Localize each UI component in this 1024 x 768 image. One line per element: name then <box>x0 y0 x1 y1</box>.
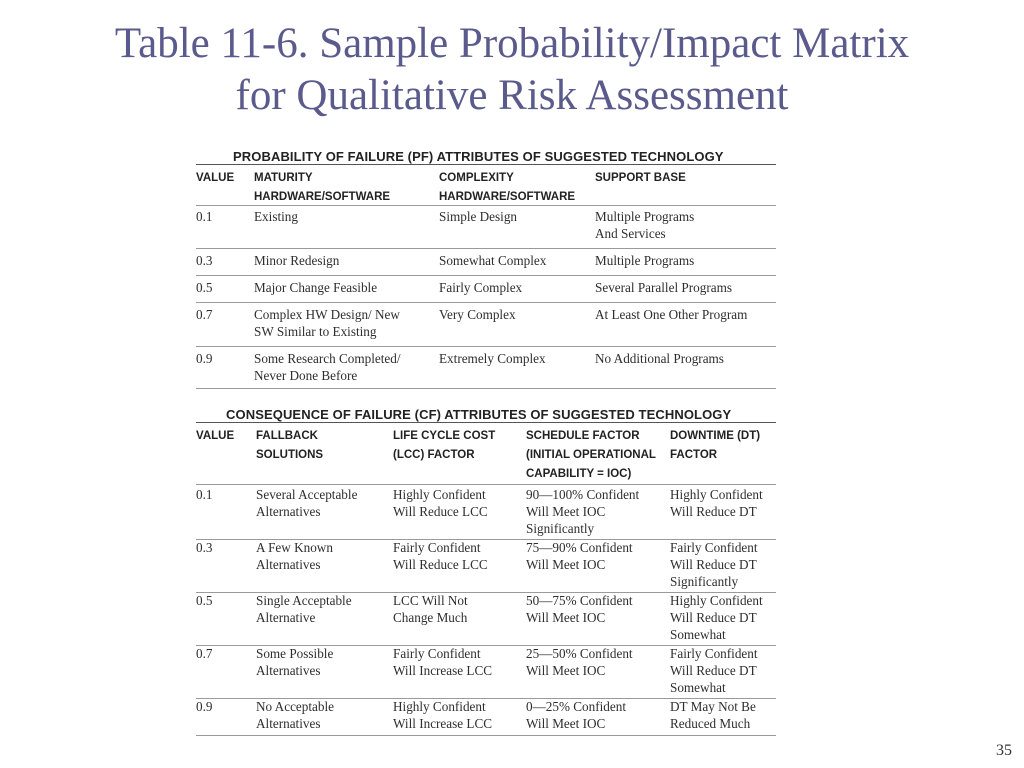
cell-fallback-line-2: Alternatives <box>256 716 321 731</box>
divider <box>196 484 776 485</box>
cell-lcc: LCC Will Not <box>393 593 468 608</box>
cell-fallback: Several Acceptable <box>256 487 358 502</box>
cell-support: At Least One Other Program <box>595 307 748 322</box>
cell-maturity: Complex HW Design/ New <box>254 307 400 322</box>
cell-support: No Additional Programs <box>595 351 724 366</box>
cell-support: Several Parallel Programs <box>595 280 732 295</box>
header-value: VALUE <box>196 172 235 184</box>
divider <box>196 735 776 736</box>
cell-complexity: Simple Design <box>439 209 518 224</box>
cell-schedule-line-2: Will Meet IOC <box>526 504 606 519</box>
probability-table-heading: PROBABILITY OF FAILURE (PF) ATTRIBUTES OF SUGGESTED TECHNOLOGY <box>233 149 724 164</box>
header-downtime-sub: FACTOR <box>670 449 718 461</box>
cell-schedule-line-2: Will Meet IOC <box>526 610 606 625</box>
cell-value: 0.5 <box>196 280 213 295</box>
cell-value: 0.7 <box>196 646 213 661</box>
cell-downtime-line-2: Reduced Much <box>670 716 751 731</box>
cell-fallback-line-2: Alternatives <box>256 663 321 678</box>
cell-maturity: Major Change Feasible <box>254 280 378 295</box>
cell-downtime: Fairly Confident <box>670 646 758 661</box>
cell-value: 0.5 <box>196 593 213 608</box>
header-fallback: FALLBACK <box>256 430 318 442</box>
cell-downtime-line-3: Somewhat <box>670 627 726 642</box>
cell-value: 0.3 <box>196 253 213 268</box>
cell-lcc-line-2: Will Increase LCC <box>393 663 493 678</box>
header-lcc-sub: (LCC) FACTOR <box>393 449 475 461</box>
cell-fallback-line-2: Alternatives <box>256 557 321 572</box>
cell-downtime-line-2: Will Reduce DT <box>670 504 757 519</box>
cell-complexity: Somewhat Complex <box>439 253 547 268</box>
consequence-table-heading: CONSEQUENCE OF FAILURE (CF) ATTRIBUTES OF SUGGESTED TECHNOLOGY <box>226 407 732 422</box>
slide-title-line-1: Table 11-6. Sample Probability/Impact Matrix <box>114 20 910 67</box>
divider <box>196 422 776 423</box>
header-maturity-sub: HARDWARE/SOFTWARE <box>254 191 391 203</box>
divider <box>196 302 776 303</box>
divider <box>196 275 776 276</box>
cell-support-line-2: And Services <box>595 226 666 241</box>
cell-value: 0.9 <box>196 699 213 714</box>
cell-downtime: DT May Not Be <box>670 699 756 714</box>
cell-lcc-line-2: Change Much <box>393 610 468 625</box>
cell-fallback: No Acceptable <box>256 699 334 714</box>
cell-value: 0.3 <box>196 540 213 555</box>
cell-maturity: Minor Redesign <box>254 253 340 268</box>
cell-complexity: Fairly Complex <box>439 280 523 295</box>
cell-schedule: 0—25% Confident <box>526 699 626 714</box>
cell-value: 0.1 <box>196 487 213 502</box>
cell-complexity: Extremely Complex <box>439 351 546 366</box>
header-downtime: DOWNTIME (DT) <box>670 430 761 442</box>
cell-support: Multiple Programs <box>595 253 695 268</box>
cell-downtime-line-2: Will Reduce DT <box>670 610 757 625</box>
header-schedule-sub: (INITIAL OPERATIONAL <box>526 449 656 461</box>
cell-downtime-line-2: Will Reduce DT <box>670 663 757 678</box>
cell-schedule: 90—100% Confident <box>526 487 640 502</box>
header-complexity-sub: HARDWARE/SOFTWARE <box>439 191 576 203</box>
cell-maturity: Some Research Completed/ <box>254 351 401 366</box>
header-complexity: COMPLEXITY <box>439 172 514 184</box>
cell-fallback-line-2: Alternatives <box>256 504 321 519</box>
header-schedule: SCHEDULE FACTOR <box>526 430 640 442</box>
header-fallback-sub: SOLUTIONS <box>256 449 324 461</box>
cell-schedule-line-2: Will Meet IOC <box>526 663 606 678</box>
cell-maturity: Existing <box>254 209 298 224</box>
page-number: 35 <box>996 742 1012 759</box>
slide-title <box>0 18 1024 122</box>
cell-fallback: Some Possible <box>256 646 334 661</box>
cell-lcc-line-2: Will Reduce LCC <box>393 557 488 572</box>
cell-schedule: 50—75% Confident <box>526 593 633 608</box>
cell-schedule: 75—90% Confident <box>526 540 633 555</box>
slide-title-line-2: for Qualitative Risk Assessment <box>235 72 789 119</box>
cell-lcc: Highly Confident <box>393 487 486 502</box>
cell-schedule-line-3: Significantly <box>526 521 595 536</box>
cell-fallback: Single Acceptable <box>256 593 352 608</box>
cell-maturity-line-2: Never Done Before <box>254 368 358 383</box>
cell-value: 0.1 <box>196 209 213 224</box>
cell-schedule: 25—50% Confident <box>526 646 633 661</box>
header-value: VALUE <box>196 430 235 442</box>
header-lcc: LIFE CYCLE COST <box>393 430 496 442</box>
cell-downtime: Highly Confident <box>670 593 763 608</box>
divider <box>196 205 776 206</box>
cell-value: 0.7 <box>196 307 213 322</box>
cell-schedule-line-2: Will Meet IOC <box>526 716 606 731</box>
cell-downtime-line-2: Will Reduce DT <box>670 557 757 572</box>
cell-lcc: Fairly Confident <box>393 646 481 661</box>
header-support-base: SUPPORT BASE <box>595 172 686 184</box>
cell-downtime-line-3: Somewhat <box>670 680 726 695</box>
cell-downtime-line-3: Significantly <box>670 574 739 589</box>
divider <box>196 388 776 389</box>
cell-downtime: Fairly Confident <box>670 540 758 555</box>
divider <box>196 164 776 165</box>
cell-lcc-line-2: Will Reduce LCC <box>393 504 488 519</box>
cell-fallback: A Few Known <box>256 540 333 555</box>
cell-lcc: Fairly Confident <box>393 540 481 555</box>
cell-lcc: Highly Confident <box>393 699 486 714</box>
cell-fallback-line-2: Alternative <box>256 610 316 625</box>
divider <box>196 248 776 249</box>
cell-value: 0.9 <box>196 351 213 366</box>
cell-maturity-line-2: SW Similar to Existing <box>254 324 377 339</box>
header-maturity: MATURITY <box>254 172 313 184</box>
divider <box>196 346 776 347</box>
cell-lcc-line-2: Will Increase LCC <box>393 716 493 731</box>
cell-complexity: Very Complex <box>439 307 516 322</box>
header-schedule-sub-2: CAPABILITY = IOC) <box>526 468 632 480</box>
cell-support: Multiple Programs <box>595 209 695 224</box>
cell-schedule-line-2: Will Meet IOC <box>526 557 606 572</box>
cell-downtime: Highly Confident <box>670 487 763 502</box>
